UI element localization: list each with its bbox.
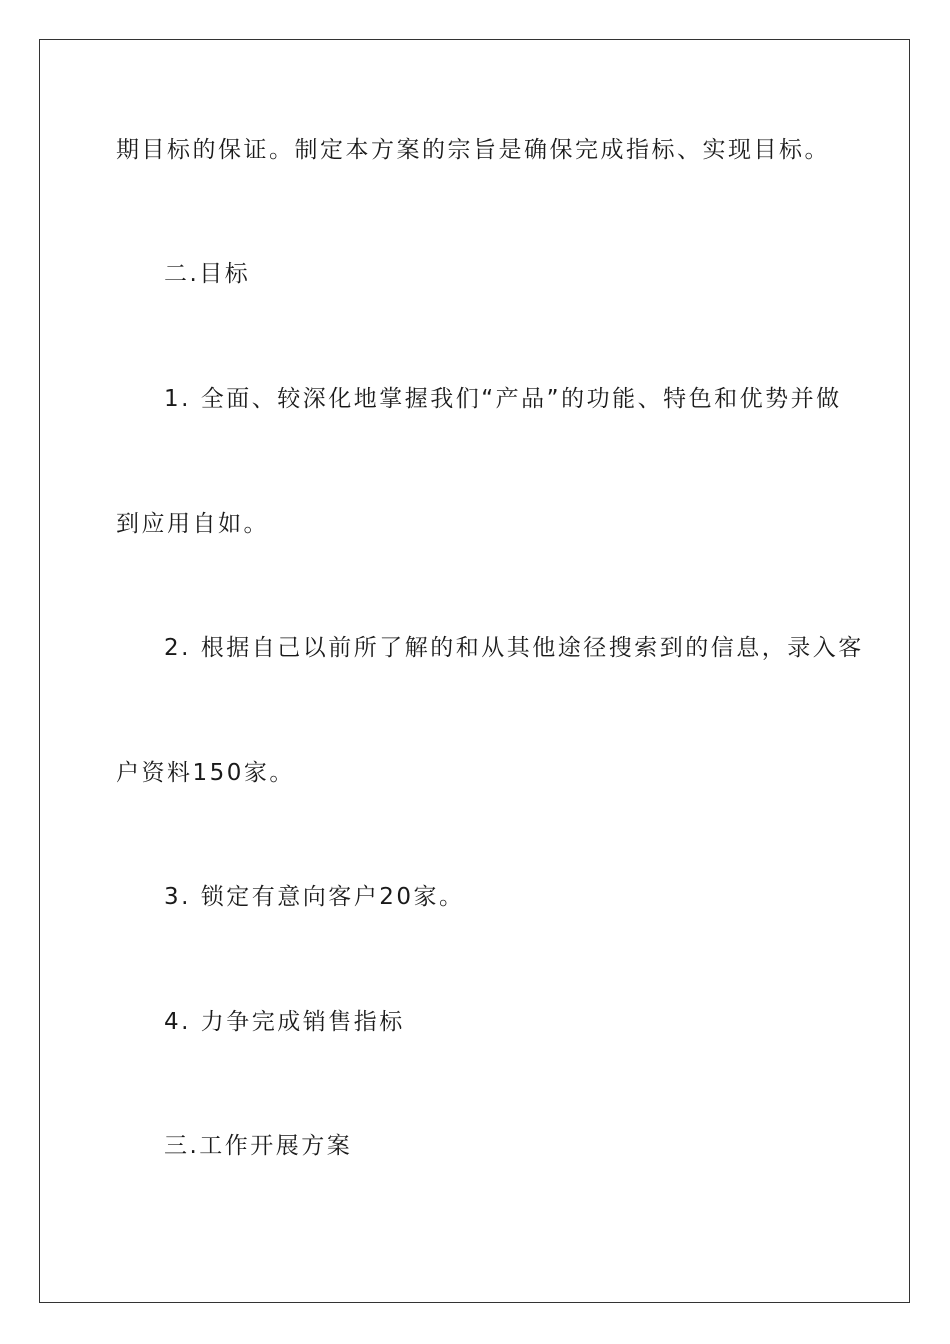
section-heading-goals: 二.目标 [164, 261, 251, 287]
goal-item-4: 4. 力争完成销售指标 [164, 1009, 405, 1035]
goal-item-3: 3. 锁定有意向客户20家。 [164, 884, 465, 910]
goal-item-2-continued: 户资料150家。 [116, 760, 295, 786]
section-heading-work-plan: 三.工作开展方案 [164, 1133, 353, 1159]
paragraph-line-purpose-end: 期目标的保证。制定本方案的宗旨是确保完成指标、实现目标。 [116, 137, 830, 163]
goal-item-1-continued: 到应用自如。 [116, 511, 269, 537]
goal-item-2: 2. 根据自己以前所了解的和从其他途径搜索到的信息，录入客 [164, 635, 864, 661]
page-border [39, 39, 910, 1303]
goal-item-1: 1. 全面、较深化地掌握我们“产品”的功能、特色和优势并做 [164, 386, 842, 412]
